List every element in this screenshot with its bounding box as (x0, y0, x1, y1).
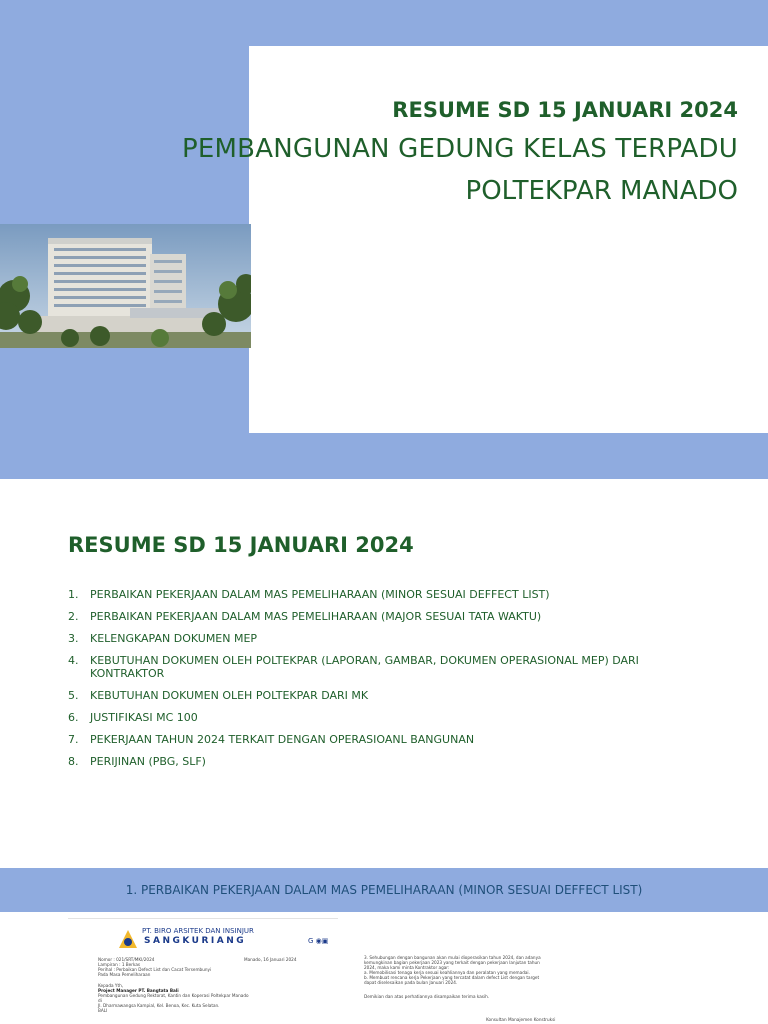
certification-badges-icon: G ◉▣ (308, 937, 329, 945)
resume-title: RESUME SD 15 JANUARI 2024 (68, 533, 414, 557)
letter-recipient-project: Pembangunan Gedung Rektorat, Kantin dan Koperasi Poltekpar Manado (98, 993, 249, 998)
letter-perihal-cont: Pada Masa Pemeliharaan (98, 972, 151, 977)
agenda-list (68, 588, 708, 777)
section-caption-band (0, 868, 768, 912)
logo-triangle-icon (118, 929, 138, 949)
list-item: 3. KELENGKAPAN DOKUMEN MEP (68, 632, 258, 645)
project-title-line1: PEMBANGUNAN GEDUNG KELAS TERPADU (182, 134, 738, 164)
letter-preview (68, 918, 338, 1024)
slide-heading: RESUME SD 15 JANUARI 2024 (392, 98, 738, 122)
top-band (0, 0, 768, 46)
letter-city: BALI (98, 1008, 108, 1013)
list-item: 8. PERIJINAN (PBG, SLF) (68, 755, 206, 768)
letter-recipient: Project Manager PT. Bangtata Bali (98, 988, 179, 993)
letter-preview-continued: 3. Sehubungan dengan bangunan akan mulai dioperasikan tahun 2024, dan adanya kemungkinan bagian pekerjaan 2023 yang terkait dengan pekerjaan lanjutan tahun 2024, maka kami minta Kontraktor agar: a. Memobilisasi tenaga kerja sesuai keahliannya dan peralatan yang memadai. b. Membuat rencana kerja Pekerjaan yang tercatat dalam defect List dengan target dapat diselesaikan pada bulan Januari 2024. Demikian dan atas perhatiannya disampaikan terima kasih. Konsultan Manajemen Konstruksi (364, 955, 556, 1022)
list-item: 5. KEBUTUHAN DOKUMEN OLEH POLTEKPAR DARI MK (68, 689, 369, 702)
letter-address: Jl. Dharmawangsa Kampial, Kel. Benoa, Kec. Kuta Selatan. (98, 1003, 220, 1008)
letter-di: di (98, 998, 102, 1003)
letter-nomor: Nomor : 021/SRT/MKI/2024 (98, 957, 155, 962)
title-slide (0, 0, 768, 433)
building-rendering-image (0, 224, 251, 348)
project-title-line2: POLTEKPAR MANADO (465, 176, 738, 206)
letter-lampiran: Lampiran : 1 Berkas (98, 962, 141, 967)
list-item: 6. JUSTIFIKASI MC 100 (68, 711, 198, 724)
letter-kepada: Kepada Yth, (98, 983, 124, 988)
letter-perihal: Perihal : Perbaikan Defect List dan Cacat Tersembunyi (98, 967, 212, 972)
section-caption: 1. PERBAIKAN PEKERJAAN DALAM MAS PEMELIHARAAN (MINOR SESUAI DEFFECT LIST) (125, 883, 643, 897)
list-item: 4. KEBUTUHAN DOKUMEN OLEH POLTEKPAR (LAPORAN, GAMBAR, DOKUMEN OPERASIONAL MEP) DARI KONTRAKTOR (68, 654, 639, 680)
list-item: 7. PEKERJAAN TAHUN 2024 TERKAIT DENGAN OPERASIOANL BANGUNAN (68, 733, 475, 746)
company-logo: PT. BIRO ARSITEK DAN INSINJUR SANGKURIANG G ◉▣ (118, 927, 298, 953)
letter-date: Manado, 16 Januari 2024 (244, 957, 297, 962)
list-item: 2. PERBAIKAN PEKERJAAN DALAM MAS PEMELIHARAAN (MAJOR SESUAI TATA WAKTU) (68, 610, 542, 623)
list-item: 1. PERBAIKAN PEKERJAAN DALAM MAS PEMELIHARAAN (MINOR SESUAI DEFFECT LIST) (68, 588, 550, 601)
middle-band (0, 433, 768, 479)
